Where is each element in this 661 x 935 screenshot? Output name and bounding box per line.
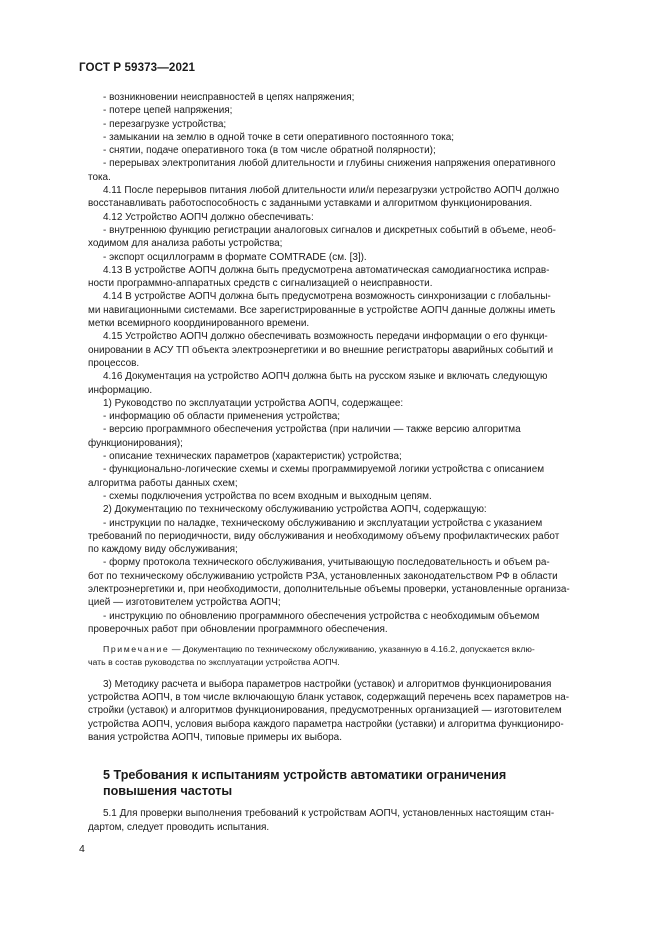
list-item-power-interrupt: - перерывах электропитания любой длительности и глубины снижения напряжения оперативного тока.	[88, 158, 556, 183]
list-item-logic-schemes: - функционально-логические схемы и схемы программируемой логики устройства с описанием алгоритма работы данных схем;	[88, 464, 545, 489]
list-item-application: - информацию об области применения устройства;	[103, 411, 341, 423]
list-item-reboot: - перезагрузке устройства;	[103, 118, 227, 130]
note-text: — Документацию по техническому обслуживанию, указанную в 4.16.2, допускается вклю- чать в состав руководства по эксплуатации устройства АОПЧ.	[88, 644, 535, 668]
list-item-tech-params: - описание технических параметров (характеристик) устройства;	[103, 451, 402, 463]
clause-4-11: 4.11 После перерывов питания любой длительности или/и перезагрузки устройство АОПЧ должно восстанавливать работоспособность с заданными уставками и алгоритмом функционирования.	[88, 185, 560, 210]
note-label: Примечание	[103, 644, 170, 655]
doc-item-2: 2) Документацию по техническому обслуживанию устройства АОПЧ, содержащую:	[103, 504, 487, 516]
list-item-comtrade: - экспорт осциллограмм в формате COMTRADE (см. [3]).	[103, 251, 367, 263]
note	[88, 643, 581, 670]
clause-4-12: 4.12 Устройство АОПЧ должно обеспечивать:	[103, 211, 314, 223]
clause-4-13: 4.13 В устройстве АОПЧ должна быть предусмотрена автоматическая самодиагностика исправ- ности программно-аппаратных средств с сигнализацией о неисправности.	[88, 264, 550, 290]
list-item-current-supply: - снятии, подаче оперативного тока (в том числе обратной полярности);	[103, 145, 436, 157]
document-body	[88, 91, 581, 834]
list-item-protocol-form: - форму протокола технического обслуживания, учитывающую последовательность и объем ра- бот по техническому обслуживанию устройств РЗА, установленных законодательством РФ в области электроэнергетики и, при необходимости, дополнительные объемы проверки, установленные организа- цией — изготовителем устройства АОПЧ;	[88, 557, 570, 609]
list-item-voltage-loss: - потере цепей напряжения;	[103, 105, 233, 117]
doc-item-3: 3) Методику расчета и выбора параметров настройки (уставок) и алгоритмов функционирования устройства АОПЧ, в том числе включающую бланк уставок, содержащий перечень всех параметров на- стройки (уставок) и алгоритмов функционирования, предусмотренных организацией — изготовителем устройства АОПЧ, условия выбора каждого параметра настройки (уставки) и алгоритма функциониро- вания устройства АОПЧ, типовые примеры их выбора.	[88, 678, 570, 743]
clause-5-1: 5.1 Для проверки выполнения требований к устройствам АОПЧ, установленных настоящим стан- дартом, следует проводить испытания.	[88, 808, 555, 833]
list-item-software-update: - инструкцию по обновлению программного обеспечения устройства с необходимым объемом проверочных работ при обновлении программного обеспечения.	[88, 610, 540, 635]
doc-item-1: 1) Руководство по эксплуатации устройства АОПЧ, содержащее:	[103, 397, 404, 409]
section-5-title: 5 Требования к испытаниям устройств автоматики ограничения повышения частоты	[103, 768, 507, 799]
list-item-ground-fault: - замыкании на землю в одной точке в сети оперативного постоянного тока;	[103, 131, 454, 143]
list-item-recording: - внутреннюю функцию регистрации аналоговых сигналов и дискретных событий в объеме, необ- ходимом для анализа работы устройства;	[88, 224, 556, 250]
list-item-software-version: - версию программного обеспечения устройства (при наличии — также версию алгоритма функционирования);	[88, 424, 521, 449]
list-item-voltage-fault: - возникновении неисправностей в цепях напряжения;	[103, 92, 355, 103]
clause-4-14: 4.14 В устройстве АОПЧ должна быть предусмотрена возможность синхронизации с глобальны- ми навигационными системами. Все зарегистрированные в устройстве АОПЧ данные должны иметь метки всемирного координированного времени.	[88, 291, 556, 330]
list-item-instructions: - инструкции по наладке, техническому обслуживанию и эксплуатации устройства с указанием требований по периодичности, виду обслуживания и необходимому объему профилактических работ по каждому виду обслуживания;	[88, 517, 560, 556]
clause-4-16: 4.16 Документация на устройство АОПЧ должна быть на русском языке и включать следующую информацию.	[88, 371, 548, 396]
clause-4-15: 4.15 Устройство АОПЧ должно обеспечивать возможность передачи информации о его функци- онировании в АСУ ТП объекта электроэнергетики и во внешние регистраторы аварийных событий и процессов.	[88, 331, 553, 369]
list-item-connection-schemes: - схемы подключения устройства по всем входным и выходным цепям.	[103, 490, 432, 502]
page-number: 4	[79, 843, 85, 855]
document-code-header: ГОСТ Р 59373—2021	[79, 61, 196, 74]
